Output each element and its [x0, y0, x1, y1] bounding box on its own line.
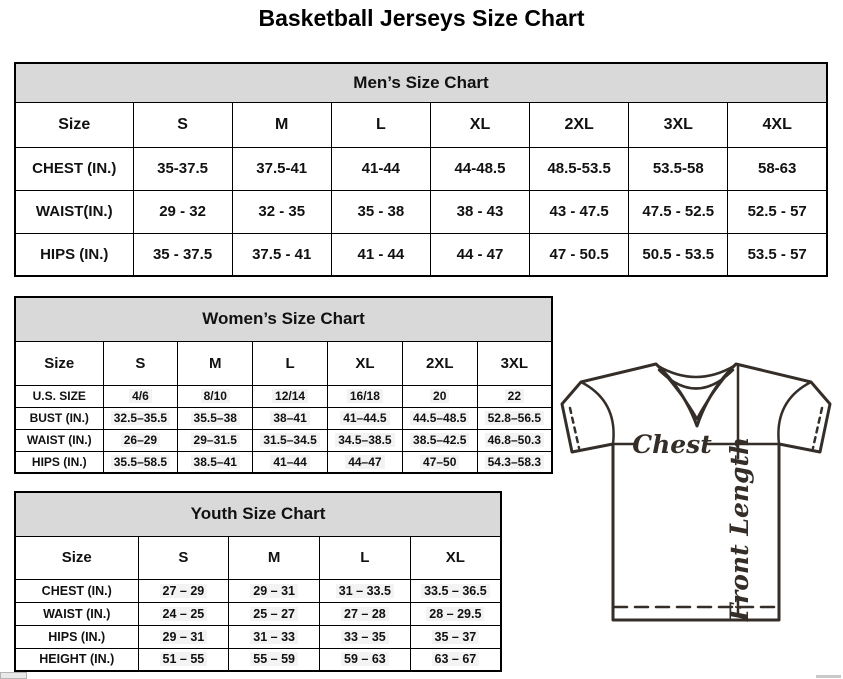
size-value: 37.5-41 [256, 160, 308, 177]
size-cell [410, 579, 501, 602]
column-header: L [253, 341, 328, 385]
size-value: 41 - 44 [357, 245, 405, 263]
size-cell [229, 648, 320, 671]
page-title: Basketball Jerseys Size Chart [258, 5, 585, 31]
size-cell [232, 190, 331, 233]
size-value: 44-48.5 [454, 160, 506, 177]
column-header: S [103, 341, 178, 385]
table-row [15, 233, 827, 276]
size-cell [410, 625, 501, 648]
size-cell [477, 429, 552, 451]
table-row [15, 147, 827, 190]
column-header: M [232, 102, 331, 147]
size-cell [530, 190, 629, 233]
column-header: Size [15, 536, 138, 579]
size-cell [430, 147, 529, 190]
row-label: WAIST (IN.) [15, 602, 138, 625]
size-cell [327, 429, 402, 451]
size-value: 47–50 [420, 455, 459, 469]
size-cell [402, 407, 477, 429]
size-value: 38.5–41 [191, 455, 240, 469]
row-label: BUST (IN.) [15, 407, 103, 429]
womens-size-table [14, 296, 553, 474]
size-value: 44 - 47 [456, 245, 504, 263]
column-header: 2XL [402, 341, 477, 385]
size-cell [229, 625, 320, 648]
size-value: 12/14 [272, 389, 308, 403]
scrollbar-fragment-left[interactable] [0, 672, 27, 679]
size-value: 59 – 63 [341, 652, 389, 666]
table-row [15, 648, 501, 671]
size-cell [253, 451, 328, 473]
size-cell [320, 579, 411, 602]
size-value: 29 – 31 [250, 584, 298, 598]
size-value: 33 – 35 [341, 630, 389, 644]
table-row [15, 451, 552, 473]
size-cell [253, 385, 328, 407]
size-cell [229, 602, 320, 625]
size-value: 46.8–50.3 [485, 433, 544, 447]
size-cell [103, 407, 178, 429]
jersey-outline-shape [562, 364, 830, 620]
size-value: 35.5–58.5 [111, 455, 170, 469]
size-cell [331, 233, 430, 276]
table-row [15, 625, 501, 648]
size-value: 35-37.5 [157, 160, 208, 177]
column-header-row [15, 102, 827, 147]
size-value: 27 – 29 [160, 584, 208, 598]
size-cell [331, 190, 430, 233]
size-value: 33.5 – 36.5 [421, 584, 490, 598]
size-value: 8/10 [201, 389, 230, 403]
size-cell [103, 429, 178, 451]
column-header: S [133, 102, 232, 147]
column-header: Size [15, 102, 133, 147]
size-cell [477, 407, 552, 429]
size-value: 41-44 [361, 160, 401, 177]
size-cell [728, 190, 827, 233]
size-cell [320, 648, 411, 671]
size-cell [629, 147, 728, 190]
size-value: 44.5–48.5 [410, 411, 469, 425]
column-header: L [320, 536, 411, 579]
size-value: 35.5–38 [191, 411, 240, 425]
size-cell [133, 147, 232, 190]
row-label: HIPS (IN.) [15, 233, 133, 276]
size-value: 22 [505, 389, 524, 403]
size-cell [327, 407, 402, 429]
size-cell [138, 579, 229, 602]
size-cell [530, 233, 629, 276]
jersey-measurement-diagram [556, 357, 836, 629]
size-cell [629, 233, 728, 276]
column-header: XL [327, 341, 402, 385]
size-cell [331, 147, 430, 190]
size-cell [133, 233, 232, 276]
size-cell [178, 429, 253, 451]
size-value: 4/6 [129, 389, 152, 403]
size-cell [430, 233, 529, 276]
size-value: 43 - 47.5 [549, 203, 609, 220]
size-cell [232, 233, 331, 276]
size-cell [728, 147, 827, 190]
size-value: 58-63 [757, 160, 797, 177]
column-header: 3XL [629, 102, 728, 147]
size-value: 63 – 67 [432, 652, 480, 666]
column-header: 4XL [728, 102, 827, 147]
size-cell [402, 429, 477, 451]
size-value: 31 – 33 [250, 630, 298, 644]
size-value: 53.5-58 [652, 160, 704, 177]
table-title-row [15, 297, 552, 341]
size-cell [629, 190, 728, 233]
column-header-row [15, 536, 501, 579]
size-value: 38–41 [270, 411, 309, 425]
size-cell [530, 147, 629, 190]
size-value: 26–29 [121, 433, 160, 447]
table-row [15, 602, 501, 625]
size-value: 52.8–56.5 [485, 411, 544, 425]
size-cell [138, 625, 229, 648]
size-value: 32 - 35 [258, 203, 306, 220]
size-cell [178, 385, 253, 407]
size-value: 54.3–58.3 [485, 455, 544, 469]
table-row [15, 190, 827, 233]
size-cell [402, 451, 477, 473]
size-cell [410, 648, 501, 671]
size-value: 16/18 [347, 389, 383, 403]
row-label: HIPS (IN.) [15, 625, 138, 648]
size-cell [138, 648, 229, 671]
size-cell [477, 385, 552, 407]
size-value: 29 – 31 [160, 630, 208, 644]
size-value: 31.5–34.5 [260, 433, 319, 447]
size-value: 32.5–35.5 [111, 411, 170, 425]
size-value: 31 – 33.5 [336, 584, 394, 598]
column-header: Size [15, 341, 103, 385]
collar-arc-outer [658, 366, 734, 377]
size-value: 29–31.5 [191, 433, 240, 447]
size-cell [320, 602, 411, 625]
row-label: WAIST (IN.) [15, 429, 103, 451]
row-label: HEIGHT (IN.) [15, 648, 138, 671]
size-value: 35 – 37 [432, 630, 480, 644]
size-value: 53.5 - 57 [747, 245, 807, 263]
size-cell [430, 190, 529, 233]
size-value: 25 – 27 [250, 607, 298, 621]
row-label: WAIST(IN.) [15, 190, 133, 233]
column-header: M [229, 536, 320, 579]
size-cell [320, 625, 411, 648]
size-cell [138, 602, 229, 625]
column-header: 3XL [477, 341, 552, 385]
table-title: Men’s Size Chart [15, 63, 827, 102]
column-header: S [138, 536, 229, 579]
size-value: 38.5–42.5 [410, 433, 469, 447]
size-value: 34.5–38.5 [335, 433, 394, 447]
column-header: M [178, 341, 253, 385]
table-title-row [15, 492, 501, 536]
size-cell [253, 429, 328, 451]
column-header: L [331, 102, 430, 147]
size-cell [327, 451, 402, 473]
size-value: 35 - 37.5 [152, 245, 213, 263]
size-value: 27 – 28 [341, 607, 389, 621]
size-cell [229, 579, 320, 602]
size-cell [232, 147, 331, 190]
size-cell [103, 385, 178, 407]
youth-size-table [14, 491, 502, 672]
size-value: 37.5 - 41 [252, 245, 312, 263]
table-row [15, 385, 552, 407]
size-value: 50.5 - 53.5 [642, 245, 715, 263]
size-cell [178, 407, 253, 429]
size-value: 47.5 - 52.5 [642, 203, 715, 220]
size-value: 20 [430, 389, 449, 403]
size-value: 28 – 29.5 [426, 607, 484, 621]
size-value: 29 - 32 [159, 203, 206, 220]
row-label: CHEST (IN.) [15, 147, 133, 190]
size-cell [728, 233, 827, 276]
size-cell [253, 407, 328, 429]
column-header: XL [430, 102, 529, 147]
size-value: 52.5 - 57 [747, 203, 807, 220]
column-header: XL [410, 536, 501, 579]
table-title: Women’s Size Chart [15, 297, 552, 341]
size-cell [178, 451, 253, 473]
size-value: 24 – 25 [160, 607, 208, 621]
size-cell [103, 451, 178, 473]
size-value: 51 – 55 [160, 652, 208, 666]
mens-size-table [14, 62, 828, 277]
size-value: 55 – 59 [250, 652, 298, 666]
size-value: 44–47 [345, 455, 384, 469]
size-cell [410, 602, 501, 625]
size-value: 38 - 43 [456, 203, 504, 220]
size-cell [327, 385, 402, 407]
column-header: 2XL [530, 102, 629, 147]
size-value: 47 - 50.5 [549, 245, 609, 263]
row-label: U.S. SIZE [15, 385, 103, 407]
row-label: CHEST (IN.) [15, 579, 138, 602]
size-value: 41–44.5 [340, 411, 389, 425]
table-title: Youth Size Chart [15, 492, 501, 536]
row-label: HIPS (IN.) [15, 451, 103, 473]
column-header-row [15, 341, 552, 385]
size-cell [133, 190, 232, 233]
size-cell [402, 385, 477, 407]
table-row [15, 429, 552, 451]
size-value: 41–44 [270, 455, 309, 469]
table-title-row [15, 63, 827, 102]
front-length-label: Front Length [725, 436, 754, 622]
scrollbar-fragment-right[interactable] [816, 675, 841, 678]
table-row [15, 579, 501, 602]
table-row [15, 407, 552, 429]
size-value: 48.5-53.5 [547, 160, 611, 177]
chest-label: Chest [632, 430, 712, 459]
size-value: 35 - 38 [357, 203, 405, 220]
size-cell [477, 451, 552, 473]
